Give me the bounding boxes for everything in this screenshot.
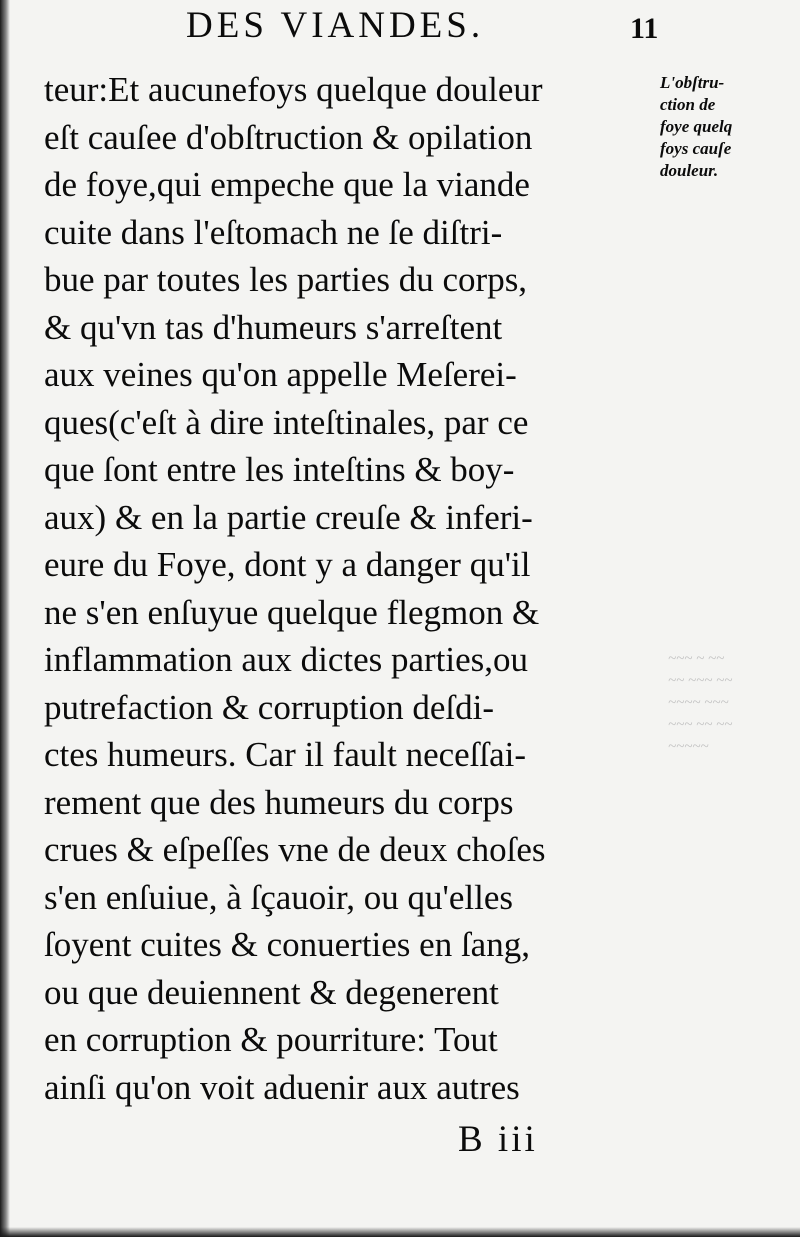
text-line: ne s'en enſuyue quelque flegmon & — [44, 592, 540, 632]
text-line: eſt cauſee d'obſtruction & opilation — [44, 117, 533, 157]
show-through-texture: ~~~ ~ ~~ ~~ ~~~ ~~ ~~~~ ~~~ ~~~ ~~ ~~ ~~~~~ — [668, 651, 733, 755]
text-line: aux veines qu'on appelle Meſerei- — [44, 355, 517, 394]
margin-note-line: ction de — [660, 95, 716, 114]
margin-note-line: L'obſtru- — [660, 73, 725, 92]
text-line: teur:Et aucunefoys quelque douleur — [44, 70, 543, 109]
text-line: que ſont entre les inteſtins & boy- — [44, 450, 515, 489]
margin-note — [660, 72, 792, 182]
text-line: aux) & en la partie creuſe & inferi- — [44, 497, 533, 537]
text-line: ou que deuiennent & degenerent — [44, 972, 499, 1012]
signature-mark: B iii — [458, 1119, 538, 1160]
running-head: DES VIANDES. — [186, 5, 485, 46]
text-line: en corruption & pourriture: Tout — [44, 1020, 498, 1059]
margin-note-line: foys cauſe — [660, 139, 732, 158]
text-line: s'en enſuiue, à ſçauoir, ou qu'elles — [44, 877, 513, 917]
text-line: bue par toutes les parties du corps, — [44, 260, 528, 299]
text-line: crues & eſpeſſes vne de deux choſes — [44, 830, 546, 869]
text-line: cuite dans l'eſtomach ne ſe diſtri- — [44, 212, 503, 252]
text-line: putrefaction & corruption deſdi- — [44, 687, 494, 727]
text-line: ainſi qu'on voit aduenir aux autres — [44, 1067, 520, 1107]
text-line: ques(c'eſt à dire inteſtinales, par ce — [44, 402, 529, 442]
page-number: 11 — [630, 12, 659, 45]
text-line: ctes humeurs. Car il fault neceſſai- — [44, 735, 527, 774]
text-line: rement que des humeurs du corps — [44, 782, 514, 822]
text-line: de foye,qui empeche que la viande — [44, 165, 530, 204]
main-text-block — [44, 66, 684, 1111]
text-line: eure du Foye, dont y a danger qu'il — [44, 545, 531, 584]
text-line: ſoyent cuites & conuerties en ſang, — [44, 925, 530, 964]
text-line: & qu'vn tas d'humeurs s'arreſtent — [44, 307, 503, 347]
margin-note-line: foye quelq — [660, 117, 733, 136]
text-line: inflammation aux dictes parties,ou — [44, 640, 529, 679]
margin-note-line: douleur. — [660, 161, 719, 180]
